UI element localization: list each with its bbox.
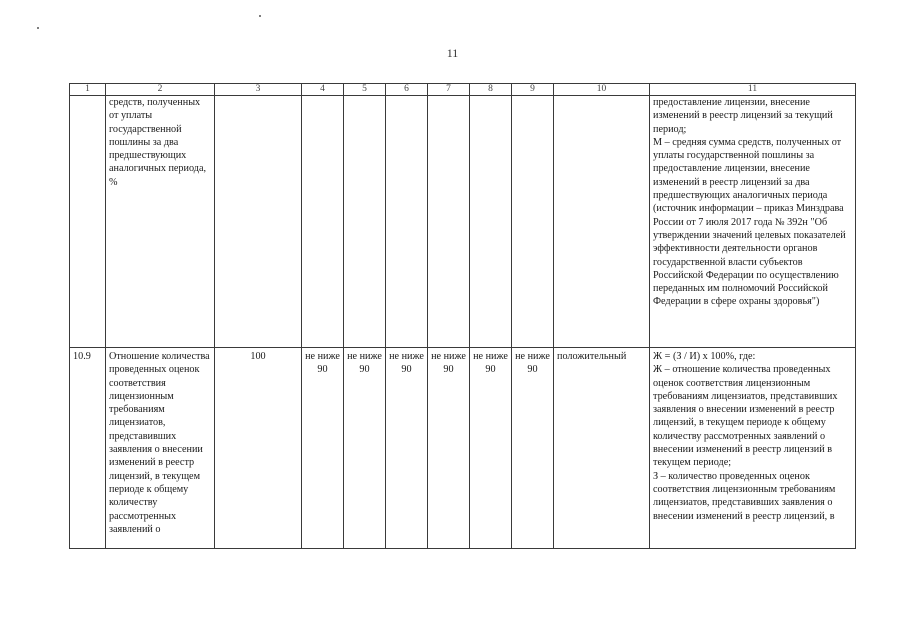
col-number-5: 5 [344, 84, 386, 96]
row-number-cell: 10.9 [70, 348, 106, 549]
col-number-4: 4 [302, 84, 344, 96]
target-value-cell: не ниже 90 [512, 348, 554, 549]
target-value-cell: не ниже 90 [386, 348, 428, 549]
empty-cell [512, 96, 554, 348]
row-number-cell [70, 96, 106, 348]
empty-cell [554, 96, 650, 348]
col-number-6: 6 [386, 84, 428, 96]
col-number-8: 8 [470, 84, 512, 96]
empty-cell [428, 96, 470, 348]
empty-cell [302, 96, 344, 348]
empty-cell [386, 96, 428, 348]
indicator-table [69, 83, 856, 549]
scan-speck [37, 27, 39, 29]
target-value-cell: не ниже 90 [428, 348, 470, 549]
empty-cell [344, 96, 386, 348]
col-number-1: 1 [70, 84, 106, 96]
col-number-10: 10 [554, 84, 650, 96]
scan-speck [259, 15, 261, 17]
column-number-row [70, 84, 856, 96]
empty-cell [470, 96, 512, 348]
direction-cell: положительный [554, 348, 650, 549]
col-number-7: 7 [428, 84, 470, 96]
formula-description-cell: предоставление лицензии, внесение изменений в реестр лицензий за текущий период; М – средняя сумма средств, полученных от уплаты государственной пошлины за предоставление лицензии, внесение изменений в реестр лицензий за два предшествующих аналогичных периода (источник информации – приказ Минздрава России от 7 июля 2017 года № 392н "Об утверждении значений целевых показателей эффективности деятельности органов государственной власти субъектов Российской Федерации по осуществлению переданных им полномочий Российской Федерации в сфере охраны здоровья") [650, 96, 856, 348]
formula-description-cell: Ж = (З / И) х 100%, где: Ж – отношение количества проведенных оценок соответствия лицензионным требованиям лицензиатов, представивших заявления о внесении изменений в реестр лицензий, в текущем периоде к общему количеству рассмотренных заявлений о внесении изменений в реестр лицензий в текущем периоде; З – количество проведенных оценок соответствия лицензионным требованиям лицензиатов, представивших заявления о внесении изменений в реестр лицензий, в [650, 348, 856, 549]
target-value-cell: не ниже 90 [470, 348, 512, 549]
indicator-name-cell: средств, полученных от уплаты государственной пошлины за два предшествующих аналогичных периода, % [106, 96, 215, 348]
base-value-cell: 100 [215, 348, 302, 549]
col-number-2: 2 [106, 84, 215, 96]
table-row [70, 96, 856, 348]
col-number-11: 11 [650, 84, 856, 96]
target-value-cell: не ниже 90 [344, 348, 386, 549]
page-number: 11 [446, 46, 459, 60]
indicator-name-cell: Отношение количества проведенных оценок соответствия лицензионным требованиям лицензиатов, представивших заявления о внесении изменений в реестр лицензий, в текущем периоде к общему количеству рассмотренных заявлений о [106, 348, 215, 549]
table-row [70, 348, 856, 549]
empty-cell [215, 96, 302, 348]
target-value-cell: не ниже 90 [302, 348, 344, 549]
col-number-9: 9 [512, 84, 554, 96]
col-number-3: 3 [215, 84, 302, 96]
